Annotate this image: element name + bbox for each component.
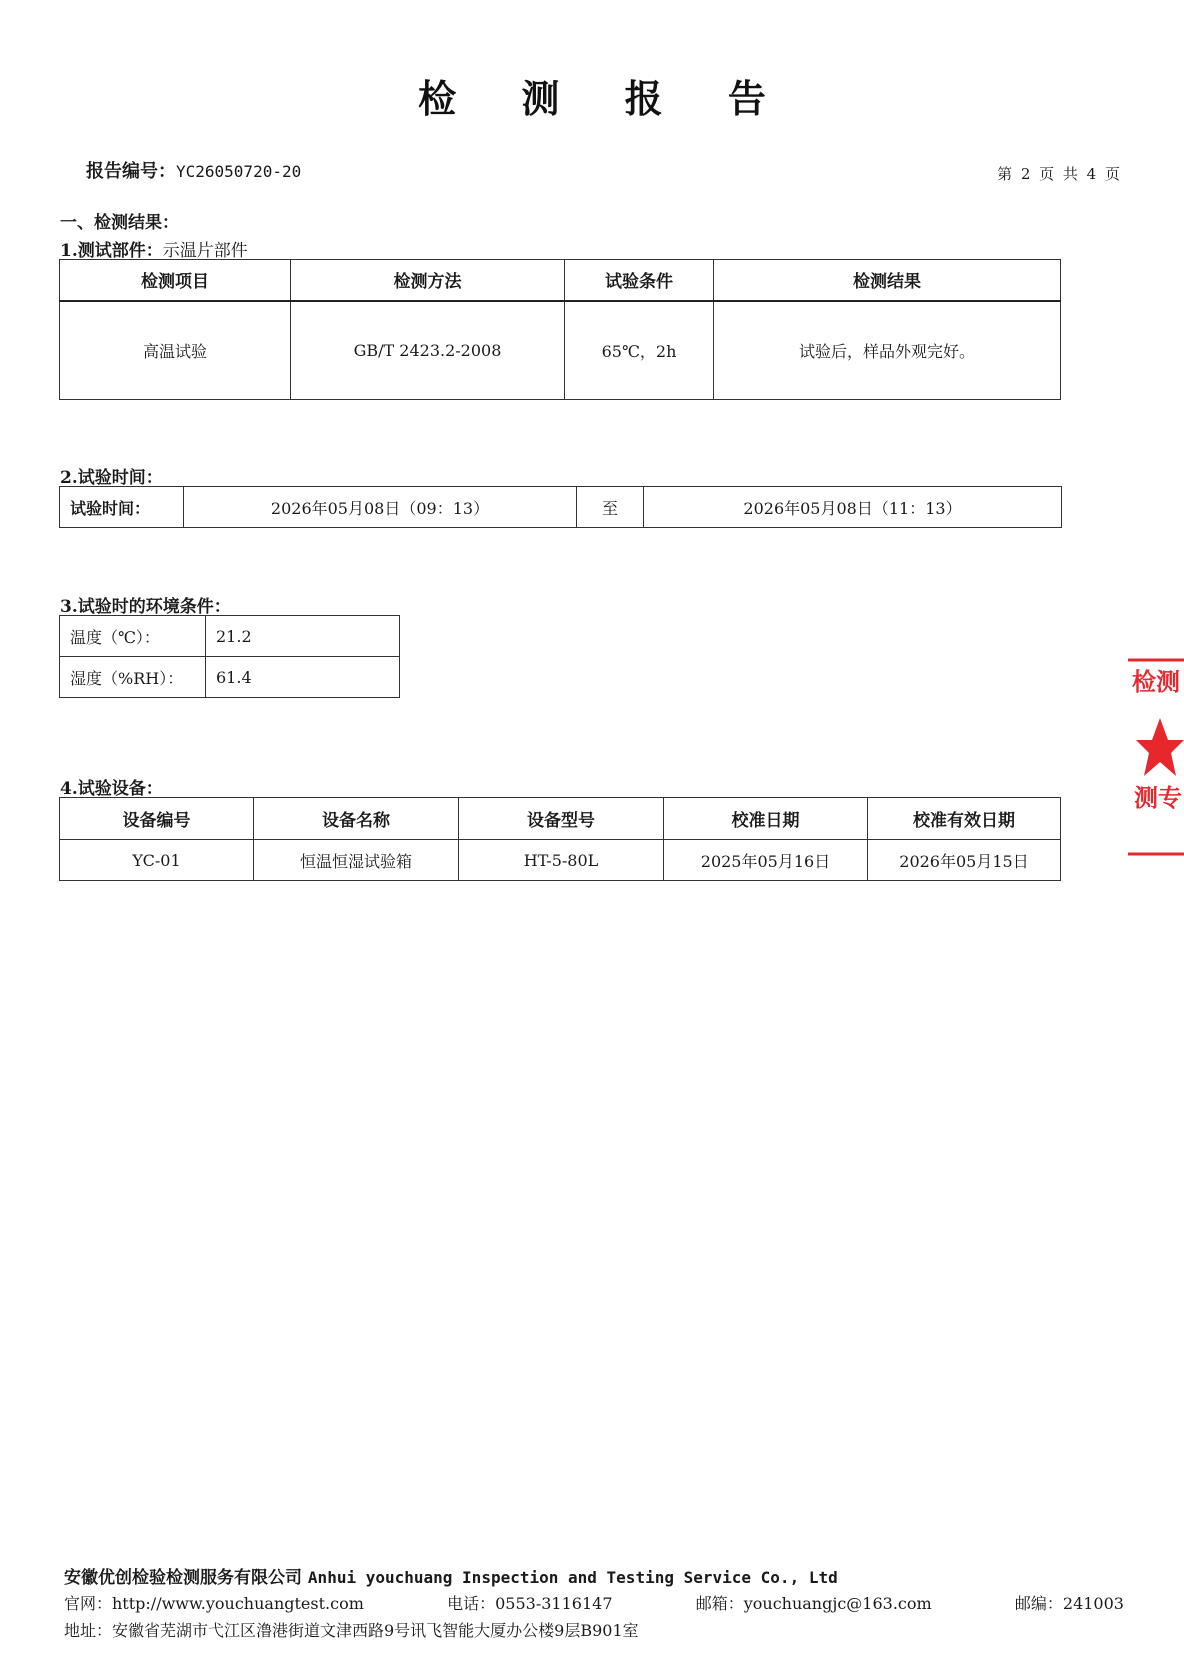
- col-test-method: 检测方法: [291, 260, 565, 301]
- cell-test-method: GB/T 2423.2-2008: [291, 301, 565, 400]
- report-number-value: YC26050720-20: [176, 162, 302, 181]
- test-time-label: 试验时间：: [60, 487, 184, 528]
- footer-email: 邮箱：youchuangjc@163.com: [695, 1594, 932, 1613]
- cell-equipment-model: HT-5-80L: [459, 840, 664, 881]
- temperature-label: 温度（℃）：: [60, 616, 206, 657]
- col-calibration-expiry: 校准有效日期: [868, 798, 1061, 840]
- footer-company: [64, 1563, 838, 1588]
- environment-heading: 3.试验时的环境条件：: [60, 597, 231, 617]
- col-test-condition: 试验条件: [565, 260, 714, 301]
- cell-test-result: 试验后，样品外观完好。: [714, 301, 1061, 400]
- cell-equipment-name: 恒温恒湿试验箱: [254, 840, 459, 881]
- stamp-text-top: 检测: [1132, 670, 1180, 696]
- test-time-start: 2026年05月08日（09：13）: [184, 487, 577, 528]
- inspection-seal-stamp: [1126, 656, 1184, 876]
- footer-website: 官网：http://www.youchuangtest.com: [64, 1594, 364, 1613]
- cell-test-condition: 65℃，2h: [565, 301, 714, 400]
- cell-equipment-no: YC-01: [60, 840, 254, 881]
- equipment-heading: 4.试验设备：: [60, 779, 163, 799]
- stamp-text-bottom: 测专: [1134, 786, 1182, 812]
- table-row: [60, 840, 1061, 881]
- footer-phone: 电话：0553-3116147: [447, 1594, 613, 1613]
- equipment-table: [59, 797, 1061, 881]
- temperature-value: 21.2: [206, 616, 400, 657]
- equipment-header-row: [60, 798, 1061, 840]
- results-heading: 一、检测结果：: [60, 213, 179, 233]
- col-equipment-no: 设备编号: [60, 798, 254, 840]
- environment-table: [59, 615, 400, 698]
- company-name-cn: 安徽优创检验检测服务有限公司: [64, 1568, 302, 1588]
- page-indicator: 第 2 页 共 4 页: [997, 165, 1122, 183]
- col-equipment-model: 设备型号: [459, 798, 664, 840]
- col-test-result: 检测结果: [714, 260, 1061, 301]
- results-header-row: [60, 260, 1061, 301]
- test-part-label: 1.测试部件：: [60, 241, 163, 261]
- col-test-item: 检测项目: [60, 260, 291, 301]
- cell-test-item: 高温试验: [60, 301, 291, 400]
- test-time-heading: 2.试验时间：: [60, 468, 163, 488]
- stamp-star-icon: [1136, 718, 1184, 776]
- company-name-en: Anhui youchuang Inspection and Testing Service Co., Ltd: [307, 1568, 838, 1587]
- humidity-value: 61.4: [206, 657, 400, 698]
- footer-postcode: 邮编：241003: [1014, 1594, 1124, 1613]
- col-equipment-name: 设备名称: [254, 798, 459, 840]
- table-row: [60, 487, 1062, 528]
- results-table: [59, 259, 1061, 400]
- test-time-end: 2026年05月08日（11：13）: [644, 487, 1062, 528]
- section-3-heading: [60, 592, 231, 617]
- cell-calibration-expiry: 2026年05月15日: [868, 840, 1061, 881]
- report-number-label: 报告编号：: [86, 161, 176, 182]
- test-time-table: [59, 486, 1062, 528]
- humidity-label: 湿度（%RH）：: [60, 657, 206, 698]
- section-2-heading: [60, 463, 163, 488]
- test-time-to: 至: [577, 487, 644, 528]
- table-row: [60, 301, 1061, 400]
- test-part-line: [60, 236, 248, 261]
- section-4-heading: [60, 774, 163, 799]
- footer-contacts: [64, 1591, 1124, 1614]
- table-row: [60, 616, 400, 657]
- report-number: [86, 157, 301, 183]
- table-row: [60, 657, 400, 698]
- document-title: 检 测 报 告: [418, 76, 792, 121]
- cell-calibration-date: 2025年05月16日: [664, 840, 868, 881]
- test-part-value: 示温片部件: [162, 241, 248, 261]
- col-calibration-date: 校准日期: [664, 798, 868, 840]
- footer-address: 地址：安徽省芜湖市弋江区澛港街道文津西路9号讯飞智能大厦办公楼9层B901室: [64, 1621, 639, 1640]
- section-1-heading: [60, 208, 179, 233]
